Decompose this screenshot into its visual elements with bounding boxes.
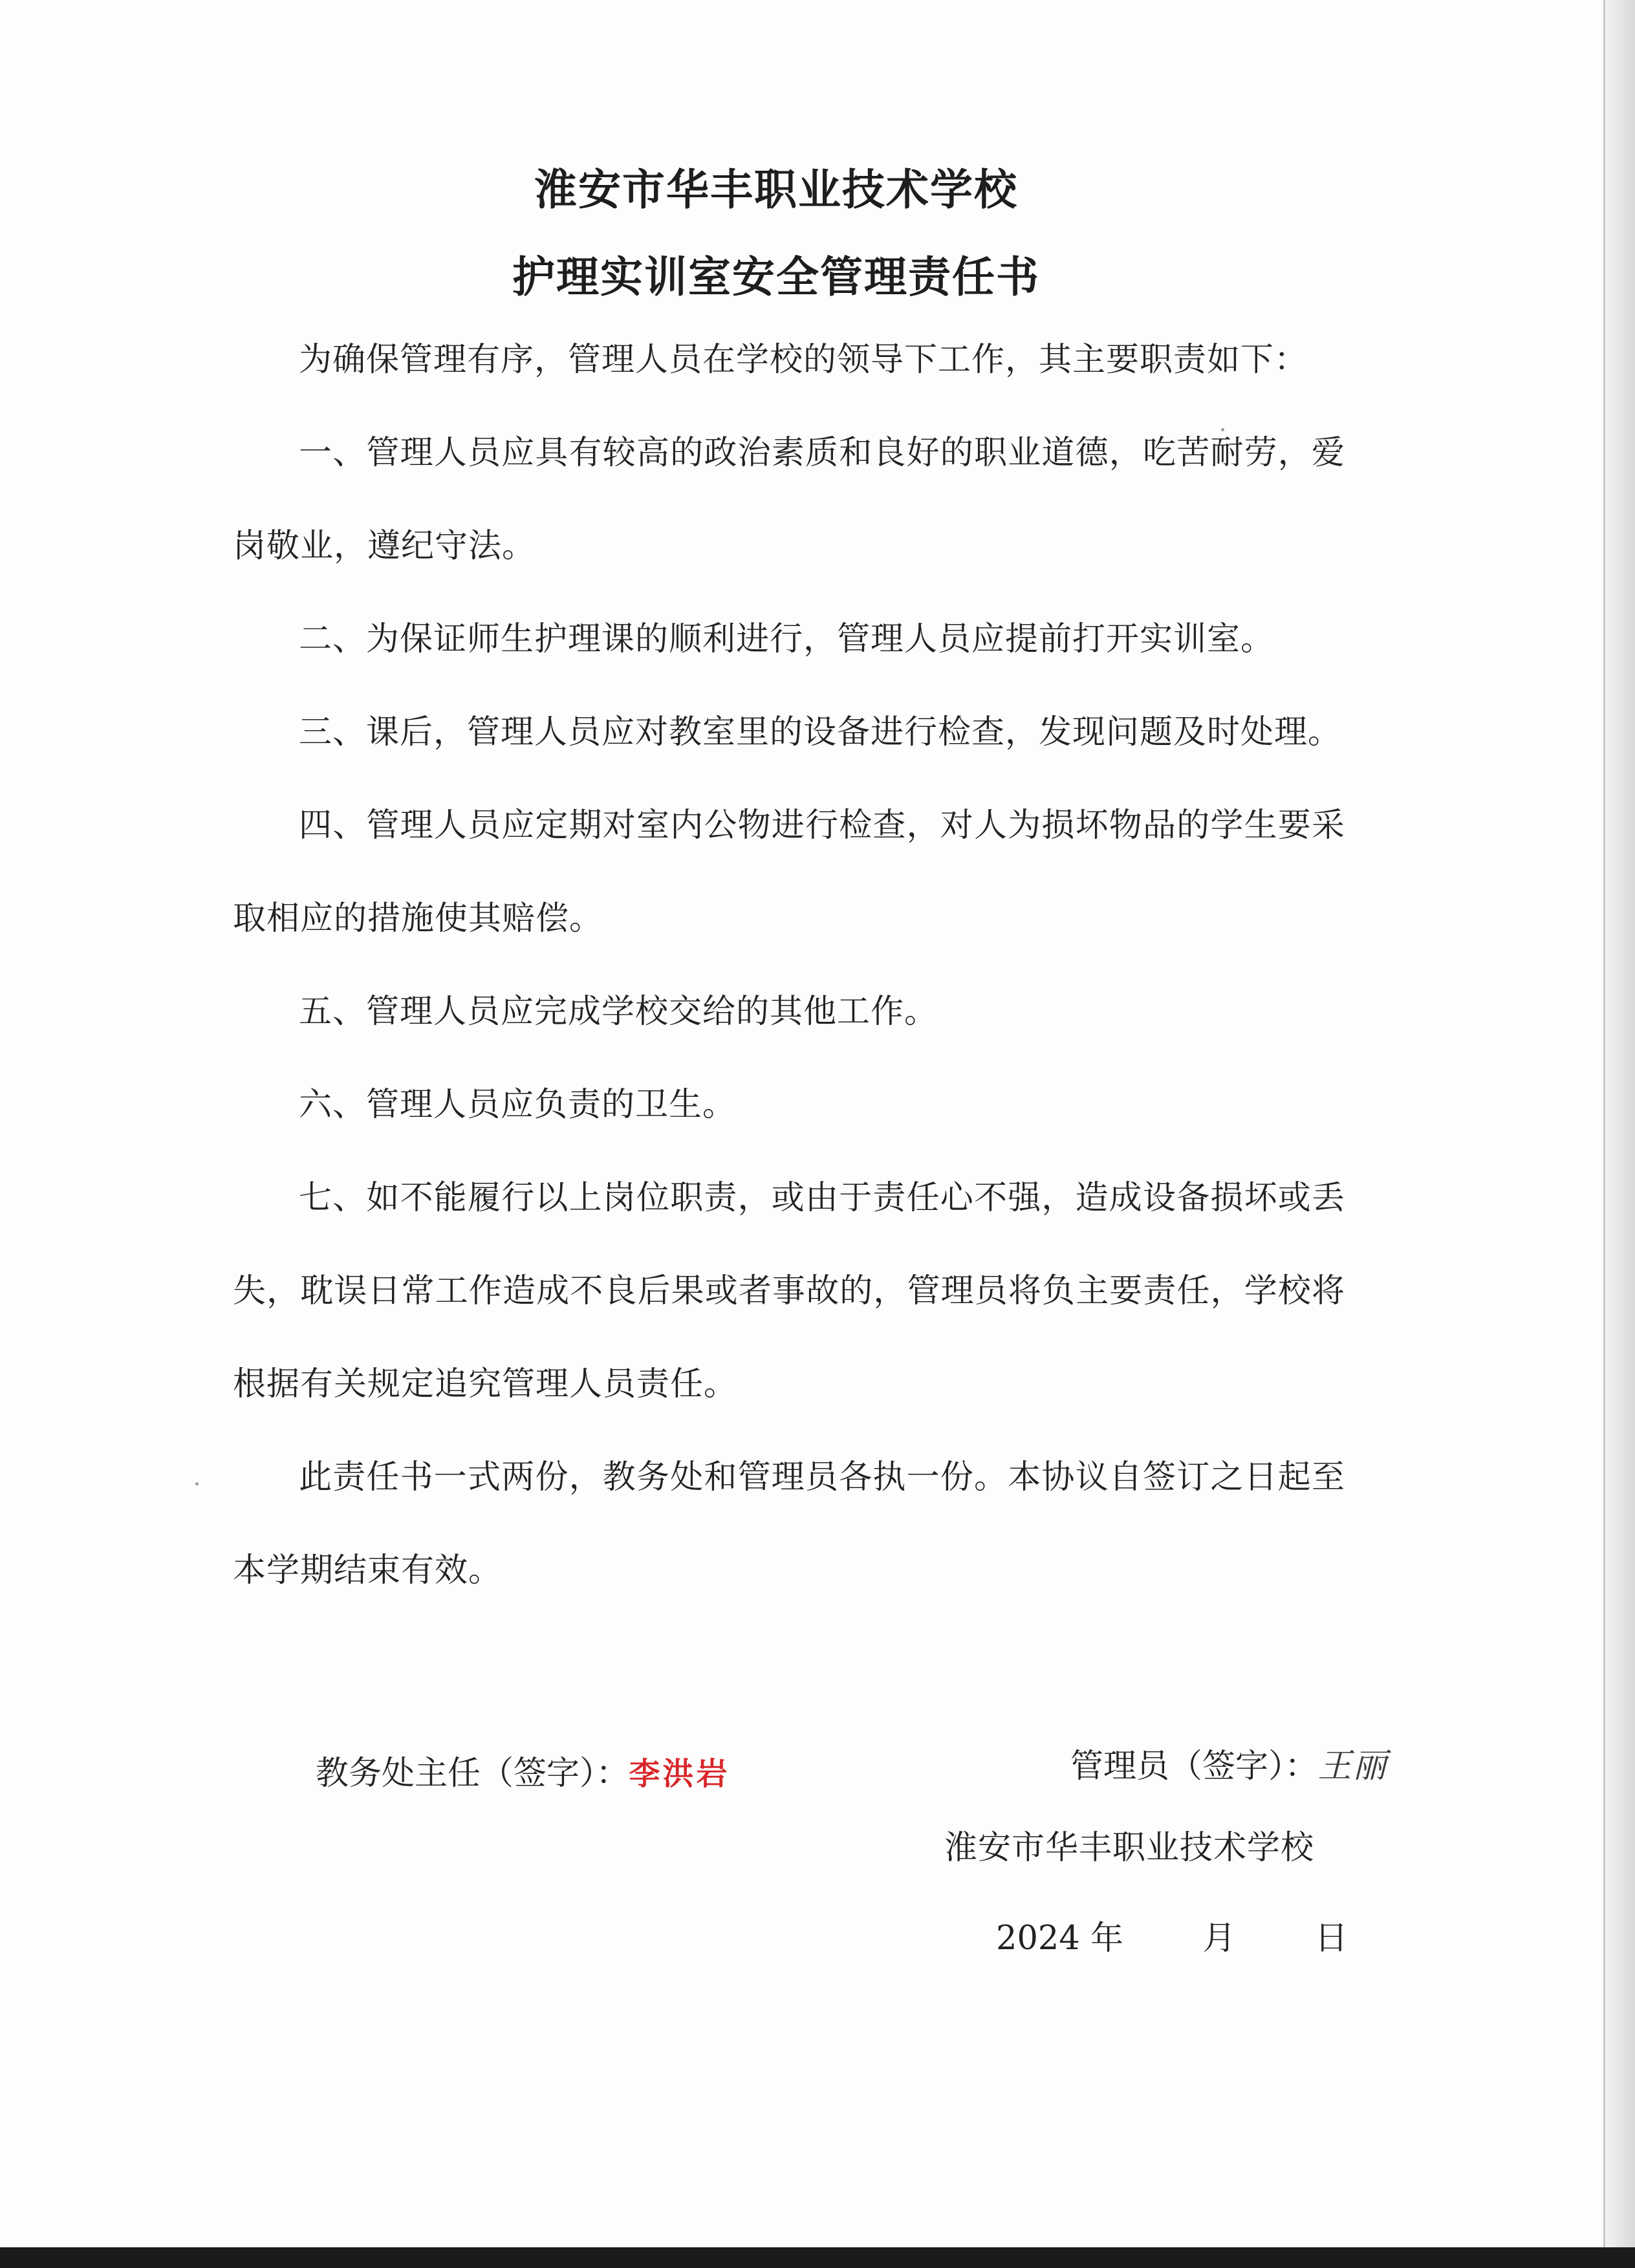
paragraph-item-2: 二、为保证师生护理课的顺利进行，管理人员应提前打开实训室。 bbox=[299, 620, 1275, 658]
paragraph-item-5: 五、管理人员应完成学校交给的其他工作。 bbox=[299, 993, 938, 1031]
paragraph-item-7: 七、如不能履行以上岗位职责，或由于责任心不强，造成设备损坏或丢失，耽误日常工作造成不良后果或者事故的，管理员将负主要责任，学校将根据有关规定追究管理人员责任。 bbox=[233, 1179, 1345, 1403]
signature-administrator-label: 管理员（签字）： bbox=[1070, 1747, 1318, 1786]
date-year-unit: 年 bbox=[1090, 1919, 1124, 1958]
document-title: 护理实训室安全管理责任书 bbox=[512, 252, 1040, 302]
signature-administrator-name: 王丽 bbox=[1317, 1747, 1388, 1786]
document-date bbox=[996, 1911, 1348, 1959]
scan-edge-shadow bbox=[1605, 0, 1635, 2247]
scan-bottom-edge bbox=[0, 2247, 1635, 2268]
scan-edge-line bbox=[1603, 0, 1605, 2247]
date-year: 2024 bbox=[996, 1919, 1080, 1958]
footer-school-name: 淮安市华丰职业技术学校 bbox=[944, 1829, 1315, 1867]
scan-speck bbox=[1221, 428, 1224, 431]
scan-speck bbox=[195, 1482, 199, 1485]
signature-director-name: 李洪岩 bbox=[629, 1756, 730, 1792]
paragraph-closing: 此责任书一式两份，教务处和管理员各执一份。本协议自签订之日起至本学期结束有效。 bbox=[233, 1458, 1345, 1590]
date-month-unit: 月 bbox=[1202, 1919, 1236, 1958]
paragraph-item-1: 一、管理人员应具有较高的政治素质和良好的职业道德，吃苦耐劳，爱岗敬业，遵纪守法。 bbox=[233, 434, 1345, 565]
document-title-school: 淮安市华丰职业技术学校 bbox=[534, 164, 1018, 215]
document-body bbox=[233, 314, 1345, 1617]
paragraph-item-6: 六、管理人员应负责的卫生。 bbox=[299, 1086, 737, 1124]
paragraph-intro: 为确保管理有序，管理人员在学校的领导下工作，其主要职责如下： bbox=[299, 341, 1308, 379]
date-day-unit: 日 bbox=[1314, 1919, 1348, 1958]
signature-director-label: 教务处主任（签字）： bbox=[316, 1755, 629, 1793]
paragraph-item-4: 四、管理人员应定期对室内公物进行检查，对人为损坏物品的学生要采取相应的措施使其赔偿。 bbox=[233, 806, 1345, 938]
signature-director bbox=[316, 1746, 730, 1794]
paragraph-item-3: 三、课后，管理人员应对教室里的设备进行检查，发现问题及时处理。 bbox=[299, 713, 1342, 751]
signature-administrator bbox=[1070, 1738, 1388, 1787]
